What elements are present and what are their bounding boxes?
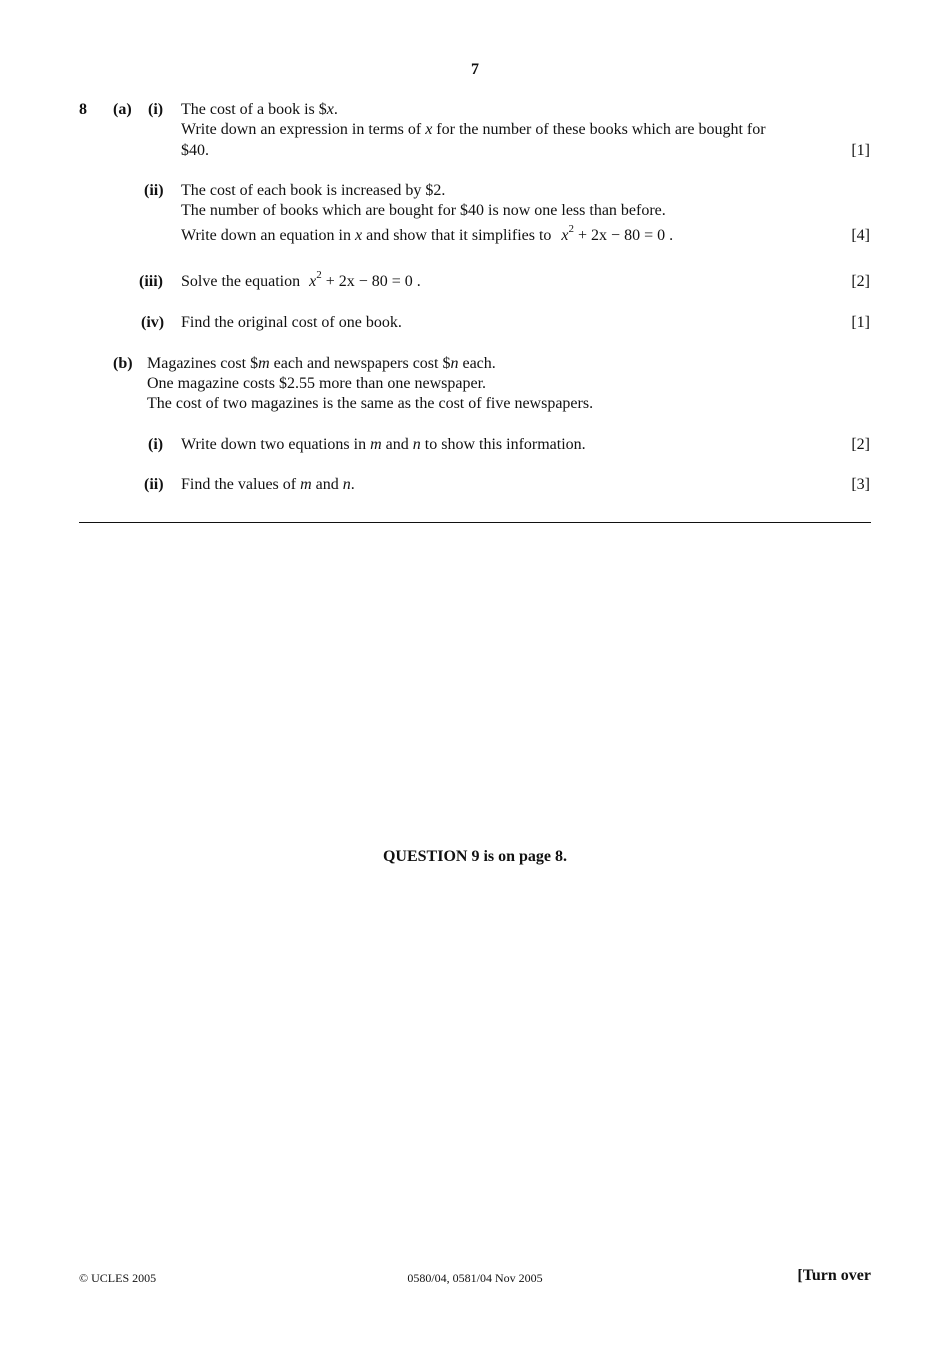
part-a-ii-label: (ii) xyxy=(144,182,164,199)
part-a-i-label: (i) xyxy=(148,101,164,118)
part-b-i-text: Write down two equations in m and n to show this information. xyxy=(181,436,586,453)
part-b-line3: The cost of two magazines is the same as the cost of five newspapers. xyxy=(147,395,594,412)
part-a-iv-text: Find the original cost of one book. xyxy=(181,314,402,331)
part-b-line1: Magazines cost $m each and newspapers cost $n each. xyxy=(147,355,496,372)
section-divider xyxy=(79,522,871,523)
part-b-i-label: (i) xyxy=(148,436,164,453)
footer-paper-code: 0580/04, 0581/04 Nov 2005 xyxy=(407,1271,543,1285)
marks-a-iii: [2] xyxy=(851,273,870,290)
question-number: 8 xyxy=(79,101,87,118)
page-number: 7 xyxy=(471,61,479,78)
part-b-line2: One magazine costs $2.55 more than one newspaper. xyxy=(147,375,487,392)
marks-b-i: [2] xyxy=(851,436,870,453)
marks-a-ii: [4] xyxy=(851,227,870,244)
part-a-label: (a) xyxy=(113,101,132,118)
part-b-ii-label: (ii) xyxy=(144,476,164,493)
part-b-ii-text: Find the values of m and n. xyxy=(181,476,355,493)
part-a-iii-text: Solve the equation $x^2 + 2x - 80 = 0$ . xyxy=(181,269,421,290)
part-a-ii-line2: The number of books which are bought for $40 is now one less than before. xyxy=(181,202,666,219)
part-a-iv-label: (iv) xyxy=(141,314,165,331)
part-b-label: (b) xyxy=(113,355,133,372)
footer-copyright: © UCLES 2005 xyxy=(79,1271,157,1285)
equation-quadratic: $x^2 + 2x - 80 = 0$ . xyxy=(561,223,674,244)
part-a-i-line1: The cost of a book is $x. xyxy=(181,101,338,118)
next-question-note: QUESTION 9 is on page 8. xyxy=(382,848,568,865)
part-a-i-line2: Write down an expression in terms of x for the number of these books which are bought for xyxy=(181,121,766,138)
part-a-ii-line1: The cost of each book is increased by $2. xyxy=(181,182,446,199)
part-a-iii-label: (iii) xyxy=(139,273,163,290)
marks-b-ii: [3] xyxy=(851,476,870,493)
footer-turn-over: [Turn over xyxy=(797,1267,871,1284)
marks-a-iv: [1] xyxy=(851,314,870,331)
marks-a-i: [1] xyxy=(851,142,870,159)
equation-quadratic-solve: $x^2 + 2x - 80 = 0$ . xyxy=(309,269,421,290)
part-a-i-line3: $40. xyxy=(181,142,209,159)
part-a-ii-line3: Write down an equation in x and show that it simplifies to $x^2 + 2x - 80 = 0$ . xyxy=(181,223,674,244)
